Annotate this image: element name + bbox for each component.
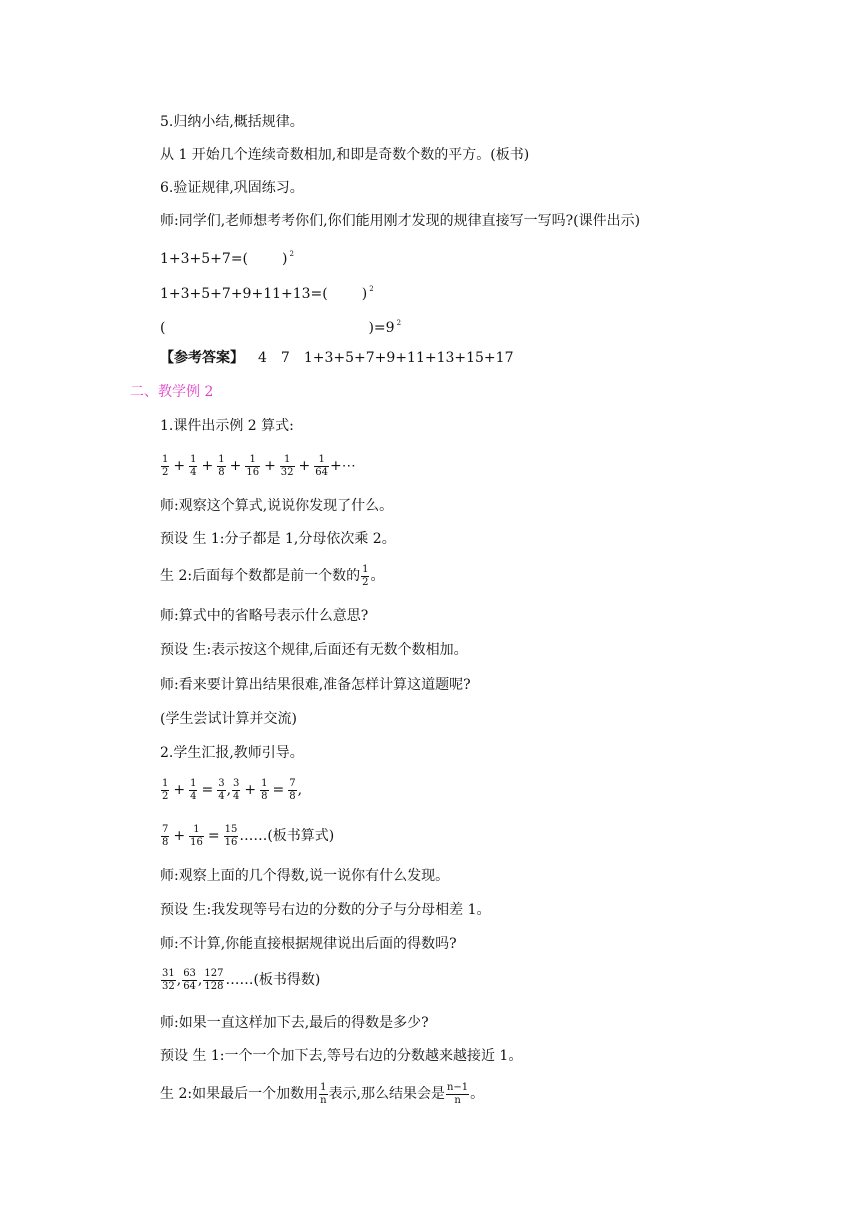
exercise-1: [160, 244, 294, 269]
plus-sign: +: [201, 458, 214, 474]
student-discovery-answer: 预设 生:我发现等号右边的分数的分子与分母相差 1。: [160, 902, 491, 918]
series-expression: [160, 452, 356, 480]
step-6-verify: 6.验证规律,巩固练习。: [160, 180, 304, 196]
partial-sum-expression-2: $\frac{7}{8}$ + $\frac{1}{16}$ = $\frac{15}{16}$ ……(板书算式): [162, 823, 335, 848]
exercise-1-lhs: 1+3+5+7=(: [160, 251, 249, 267]
fraction-half: $\frac{1}{2}$: [362, 563, 369, 588]
fraction-term-2: $\frac{1}{4}$: [190, 453, 197, 478]
exercise-3-exponent: 2: [396, 319, 402, 327]
teacher-prompt: 师:同学们,老师想考考你们,你们能用刚才发现的规律直接写一写吗?(课件出示): [160, 213, 641, 229]
rule-statement: 从 1 开始几个连续奇数相加,和即是奇数个数的平方。(板书): [160, 147, 530, 163]
fraction-term-4: $\frac{1}{16}$: [246, 453, 260, 478]
fraction-term-3: $\frac{1}{8}$: [218, 453, 225, 478]
exercise-1-rhs: ): [282, 251, 288, 267]
step-5-summary: 5.归纳小结,概括规律。: [160, 114, 304, 130]
student-ellipsis-answer: 预设 生:表示按这个规律,后面还有无数个数相加。: [160, 642, 468, 658]
student-try-note: (学生尝试计算并交流): [160, 711, 297, 727]
answer-2: 7: [280, 350, 290, 366]
answer-3: 1+3+5+7+9+11+13+15+17: [303, 350, 514, 366]
example-2-intro: 1.课件出示例 2 算式:: [160, 418, 294, 434]
plus-sign: +: [264, 458, 276, 474]
series-ellipsis: +⋯: [330, 458, 356, 474]
teacher-limit-question: 师:如果一直这样加下去,最后的得数是多少?: [160, 1015, 429, 1031]
student-2-answer: 生 2:后面每个数都是前一个数的 $\frac{1}{2}$ 。: [160, 563, 385, 588]
predicted-results: $\frac{31}{32}$ , $\frac{63}{64}$ , $\frac{127}{128}$ ……(板书得数): [162, 967, 321, 992]
exercise-2-lhs: 1+3+5+7+9+11+13=(: [160, 286, 328, 302]
answer-1: 4: [258, 350, 267, 366]
plus-sign: +: [173, 458, 186, 474]
teacher-discovery-question: 师:观察上面的几个得数,说一说你有什么发现。: [160, 868, 450, 884]
exercise-2: [160, 279, 374, 304]
plus-sign: +: [298, 458, 311, 474]
section-2-heading: 二、教学例 2: [130, 384, 214, 400]
plus-sign: +: [229, 458, 242, 474]
fraction-term-5: $\frac{1}{32}$: [280, 453, 294, 478]
exercise-3-open: (: [160, 320, 166, 336]
reference-answer: [160, 348, 513, 368]
fraction-term-6: $\frac{1}{64}$: [315, 453, 328, 478]
exercise-1-exponent: 2: [289, 250, 294, 258]
fraction-term-1: $\frac{1}{2}$: [162, 453, 169, 478]
exercise-3-rhs: )=9: [368, 320, 395, 336]
student-1-answer: 预设 生 1:分子都是 1,分母依次乘 2。: [160, 531, 396, 547]
teacher-method-question: 师:看来要计算出结果很难,准备怎样计算这道题呢?: [160, 677, 471, 693]
exercise-2-rhs: ): [361, 286, 368, 302]
exercise-3: [160, 313, 401, 338]
teacher-ellipsis-question: 师:算式中的省略号表示什么意思?: [160, 608, 369, 624]
teacher-predict-question: 师:不计算,你能直接根据规律说出后面的得数吗?: [160, 936, 457, 952]
student-2-limit-answer: 生 2:如果最后一个加数用 $\frac{1}{n}$ 表示,那么结果会是 $\frac{n-1}{n}$ 。: [160, 1081, 485, 1106]
teacher-observe: 师:观察这个算式,说说你发现了什么。: [160, 498, 394, 514]
partial-sum-expression-1: $\frac{1}{2}$ + $\frac{1}{4}$ = $\frac{3}{4}$ , $\frac{3}{4}$ + $\frac{1}{8}$ = $\frac{7}{8}$ ,: [162, 777, 303, 802]
step-2-report: 2.学生汇报,教师引导。: [160, 745, 304, 761]
student-1-limit-answer: 预设 生 1:一个一个加下去,等号右边的分数越来越接近 1。: [160, 1048, 523, 1064]
exercise-2-exponent: 2: [369, 285, 374, 293]
answer-label: 【参考答案】: [160, 350, 244, 366]
